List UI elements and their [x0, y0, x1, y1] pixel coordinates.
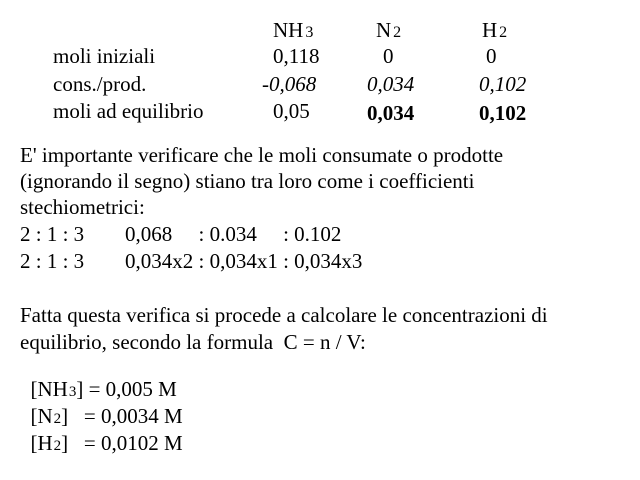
header-nh3-base: NH	[273, 18, 304, 42]
paragraph1-line1: E' importante verificare che le moli consumate o prodotte	[20, 143, 504, 167]
row-change-nh3: -0,068	[262, 72, 317, 96]
paragraph2-line2: equilibrio, secondo la formula C = n / V:	[20, 330, 366, 354]
concentration-h2-sub: 2	[53, 438, 62, 454]
header-n2-sub: 2	[393, 24, 402, 41]
ratio1-values: 0,068 : 0.034 : 0.102	[125, 222, 342, 246]
row-initial-h2: 0	[486, 44, 497, 68]
row-change-n2: 0,034	[367, 72, 415, 96]
concentration-h2	[20, 412, 183, 454]
row-equilibrium-nh3: 0,05	[273, 99, 310, 123]
ratio2-coeffs: 2 : 1 : 3	[20, 249, 85, 273]
row-equilibrium-n2: 0,034	[367, 101, 415, 125]
row-initial-nh3: 0,118	[273, 44, 320, 68]
concentration-nh3-open: [NH	[30, 377, 68, 401]
concentration-h2-open: [H	[30, 431, 53, 455]
ratio1-coeffs: 2 : 1 : 3	[20, 222, 85, 246]
row-equilibrium-h2: 0,102	[479, 101, 527, 125]
header-nh3	[273, 20, 313, 41]
concentration-h2-close: ] = 0,0102 M	[61, 431, 183, 455]
ratio2-values: 0,034x2 : 0,034x1 : 0,034x3	[125, 249, 363, 273]
row-change-label: cons./prod.	[53, 72, 147, 96]
header-n2-base: N	[376, 18, 392, 42]
concentration-n2-open: [N	[30, 404, 53, 428]
paragraph2-line1: Fatta questa verifica si procede a calcolare le concentrazioni di	[20, 303, 548, 327]
paragraph1-line3: stechiometrici:	[20, 195, 145, 219]
header-nh3-sub: 3	[305, 24, 314, 41]
row-initial-n2: 0	[383, 44, 394, 68]
row-initial-label: moli iniziali	[53, 44, 156, 68]
concentration-n2-close: ] = 0,0034 M	[61, 404, 183, 428]
header-n2	[376, 20, 401, 41]
header-h2-sub: 2	[499, 24, 508, 41]
row-change-h2: 0,102	[479, 72, 527, 96]
paragraph1-line2: (ignorando il segno) stiano tra loro come i coefficienti	[20, 169, 475, 193]
header-h2-base: H	[482, 18, 498, 42]
row-equilibrium-label: moli ad equilibrio	[53, 99, 204, 123]
header-h2	[482, 20, 507, 41]
concentration-nh3-sub: 3	[68, 384, 77, 400]
concentration-n2-sub: 2	[53, 411, 62, 427]
concentration-nh3-close: ] = 0,005 M	[76, 377, 177, 401]
